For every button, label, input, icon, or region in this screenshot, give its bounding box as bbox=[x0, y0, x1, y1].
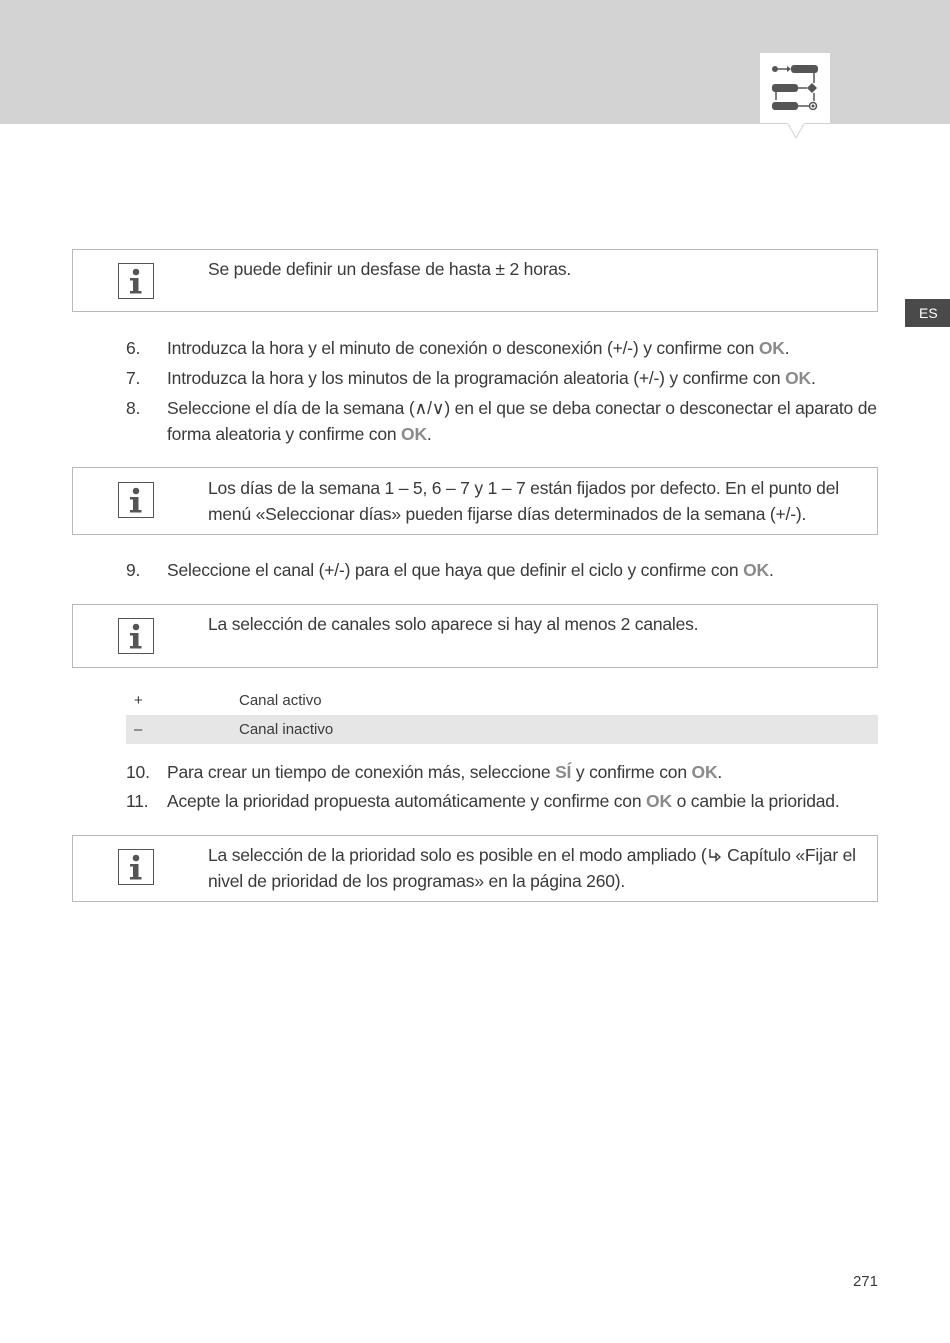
ok-key: OK bbox=[401, 423, 427, 444]
chapter-link[interactable]: Capítulo «Fijar el nivel de prioridad de los programas» en la página 260). bbox=[208, 845, 856, 891]
info-icon bbox=[118, 618, 154, 654]
info-note bbox=[72, 249, 878, 312]
info-note bbox=[72, 467, 878, 535]
channel-symbol: – bbox=[134, 721, 143, 738]
step-number: 8. bbox=[126, 398, 141, 418]
channel-label: Canal activo bbox=[239, 692, 322, 709]
ok-key: OK bbox=[646, 791, 672, 811]
info-icon bbox=[118, 849, 154, 885]
info-note bbox=[72, 604, 878, 668]
step-number: 9. bbox=[126, 560, 141, 580]
step-number: 11. bbox=[126, 791, 149, 811]
si-key: SÍ bbox=[555, 762, 572, 782]
info-icon bbox=[118, 263, 154, 299]
ok-key: OK bbox=[691, 762, 718, 782]
channel-symbol: + bbox=[134, 692, 143, 709]
note-text: La selección de la prioridad solo es posible en el modo ampliado ( Capítulo «Fijar el nivel de prioridad de los programas» en la página 260). bbox=[208, 845, 856, 891]
channel-row bbox=[126, 715, 878, 744]
step-number: 6. bbox=[126, 338, 141, 358]
info-icon bbox=[118, 482, 154, 518]
note-text: La selección de canales solo aparece si hay al menos 2 canales. bbox=[208, 614, 699, 634]
ok-key: OK bbox=[785, 368, 811, 388]
note-text: Se puede definir un desfase de hasta ± 2 horas. bbox=[208, 259, 572, 279]
step-text: Introduzca la hora y el minuto de conexión o desconexión (+/-) y confirme con OK. bbox=[167, 338, 790, 358]
channel-label: Canal inactivo bbox=[239, 721, 334, 738]
step-number: 10. bbox=[126, 762, 150, 782]
ok-key: OK bbox=[743, 560, 769, 580]
cross-reference-arrow-icon bbox=[707, 847, 723, 863]
step-text: Seleccione el día de la semana (∧/∨) en el que se deba conectar o desconectar el aparato de forma aleatoria y confirme con OK. bbox=[167, 398, 877, 444]
step-text: Introduzca la hora y los minutos de la programación aleatoria (+/-) y confirme con OK. bbox=[167, 368, 816, 388]
info-note bbox=[72, 835, 878, 902]
step-text: Para crear un tiempo de conexión más, seleccione SÍ y confirme con OK. bbox=[167, 762, 723, 782]
speech-pointer-icon bbox=[787, 122, 805, 140]
step-number: 7. bbox=[126, 368, 141, 388]
ok-key: OK bbox=[758, 338, 785, 358]
language-tab: ES bbox=[905, 299, 950, 327]
step-text: Acepte la prioridad propuesta automáticamente y confirme con OK o cambie la prioridad. bbox=[167, 791, 840, 811]
channel-row bbox=[126, 686, 878, 715]
page-number: 271 bbox=[852, 1273, 878, 1290]
step-text: Seleccione el canal (+/-) para el que haya que definir el ciclo y confirme con OK. bbox=[167, 560, 774, 580]
note-text: Los días de la semana 1 – 5, 6 – 7 y 1 – 7 están fijados por defecto. En el punto del menú «Seleccionar días» pueden fijarse días determinados de la semana (+/-). bbox=[208, 478, 839, 524]
process-flow-icon bbox=[760, 53, 830, 123]
